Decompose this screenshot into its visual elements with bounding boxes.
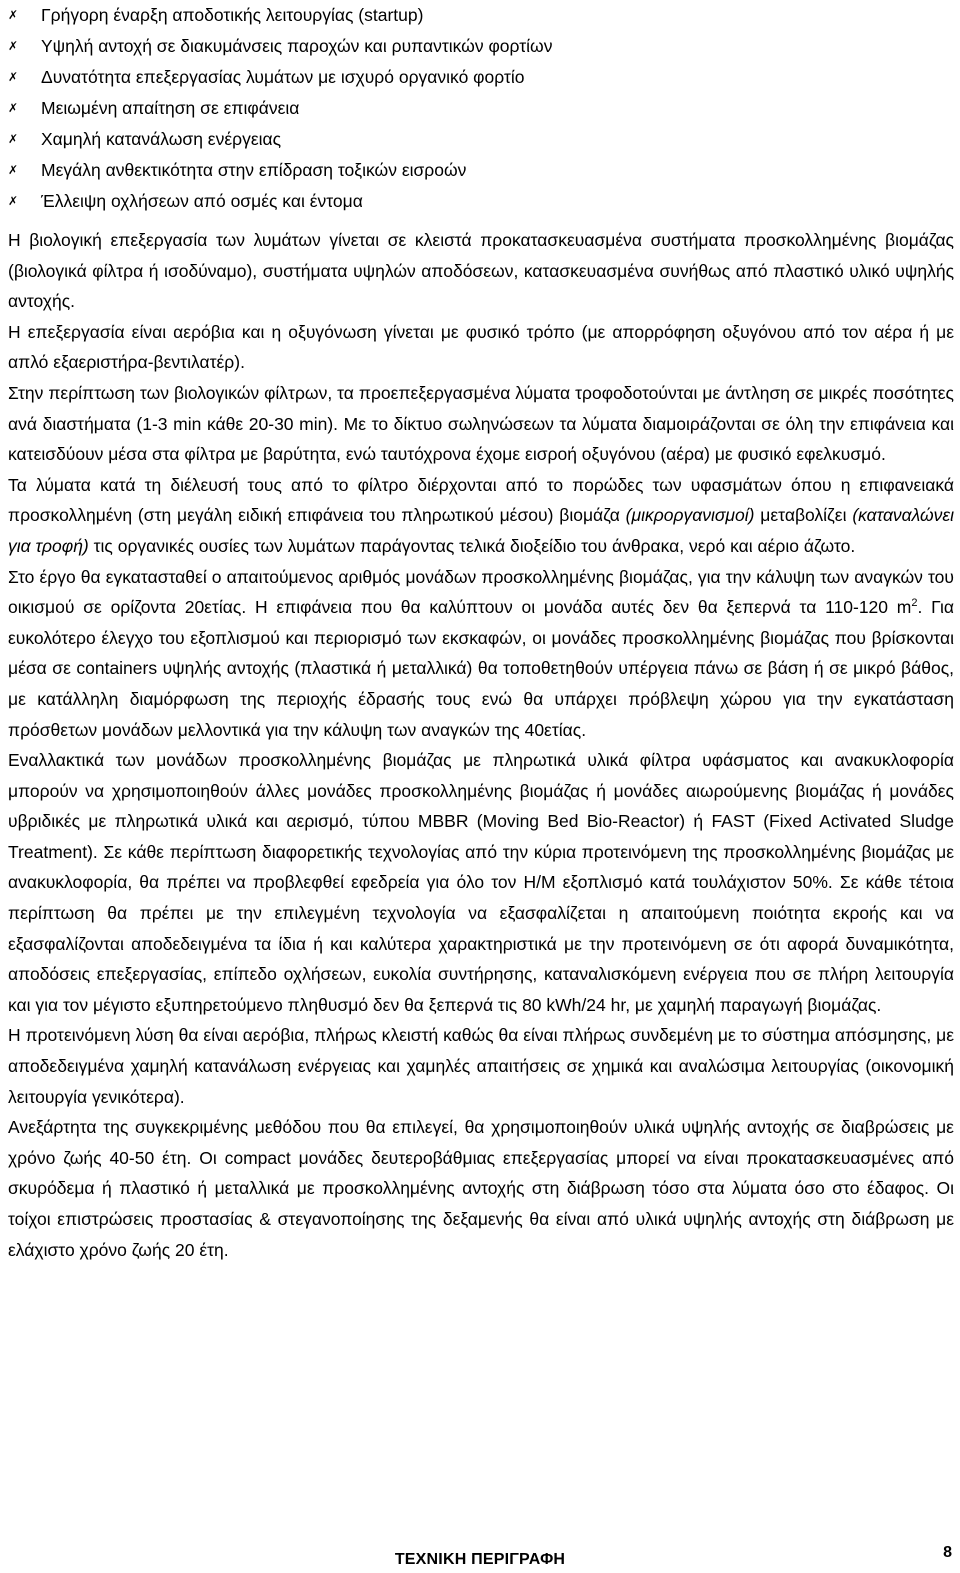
- paragraph-filter-passage: [8, 470, 954, 562]
- list-item-text: Έλλειψη οχλήσεων από οσμές και έντομα: [41, 191, 363, 211]
- page-number: 8: [943, 1544, 952, 1561]
- list-item-text: Χαμηλή κατανάλωση ενέργειας: [41, 129, 282, 149]
- list-item: [8, 62, 954, 93]
- cross-bullet-icon: ✗: [8, 8, 19, 22]
- footer-title: ΤΕΧΝΙΚΗ ΠΕΡΙΓΡΑΦΗ: [394, 1551, 566, 1568]
- body-text: [8, 225, 954, 1265]
- cross-bullet-icon: ✗: [8, 70, 19, 84]
- paragraph-installation: [8, 562, 954, 746]
- list-item-text: Μειωμένη απαίτηση σε επιφάνεια: [41, 98, 300, 118]
- italic-text-run: (καταναλώνει για τροφή): [8, 505, 954, 556]
- list-item-text: Δυνατότητα επεξεργασίας λυμάτων με ισχυρό οργανικό φορτίο: [41, 67, 525, 87]
- list-item-text: Γρήγορη έναρξη αποδοτικής λειτουργίας (startup): [41, 5, 424, 25]
- text-run: Τα λύματα κατά τη διέλευσή τους από το φίλτρο διέρχονται από το πορώδες των υφασμάτων όπου η επιφανειακά προσκολλημένη (στη μεγάλη ειδική επιφάνεια του πληρωτικού μέσου) βιομάζα: [8, 474, 954, 526]
- paragraph-proposed-solution: Η προτεινόμενη λύση θα είναι αερόβια, πλήρως κλειστή καθώς θα είναι πλήρως συνδεμένη με το σύστημα απόσμησης, με αποδεδειγμένα χαμηλή κατανάλωση ενέργειας και χαμηλές απαιτήσεις σε χημικά και αναλώσιμα λειτουργίας (οικονομική λειτουργία γενικότερα).: [8, 1025, 954, 1107]
- paragraph-biofilters-feeding: Στην περίπτωση των βιολογικών φίλτρων, τα προεπεξεργασμένα λύματα τροφοδοτούνται με άντληση σε μικρές ποσότητες ανά διαστήματα (1-3 min κάθε 20-30 min). Με το δίκτυο σωληνώσεων τα λύματα διαμοιράζονται σε όλη την επιφάνεια και κατεισδύουν μέσα στα φίλτρα με βαρύτητα, ενώ ταυτόχρονα έχομε εισροή οξυγόνου (αέρα) με φυσικό εφελκυσμό.: [8, 382, 954, 465]
- paragraph-alternatives: Εναλλακτικά των μονάδων προσκολλημένης βιομάζας με πληρωτικά υλικά φίλτρα υφάσματος και ανακυκλοφορία μπορούν να χρησιμοποιηθούν άλλες μονάδες προσκολλημένης βιομάζας ή μονάδες αιωρούμενης βιομάζας ή μονάδες υβριδικές με πληρωτικά υλικά και αερισμό, τύπου MBBR (Moving Bed Bio-Reactor) ή FAST (Fixed Activated Sludge Treatment). Σε κάθε περίπτωση διαφορετικής τεχνολογίας από την κύρια προτεινόμενη της προσκολλημένης βιομάζας με ανακυκλοφορία, θα πρέπει να προβλεφθεί εφεδρεία για όλο τον Η/Μ εξοπλισμό κατά τουλάχιστον 50%. Σε κάθε τέτοια περίπτωση θα πρέπει με την επιλεγμένη τεχνολογία να εξασφαλίζεται η απαιτούμενη ποιότητα εκροής και να εξασφαλίζονται αποδεδειγμένα τα ίδια ή και καλύτερα χαρακτηριστικά με την προτεινόμενη σε ότι αφορά δυναμικότητα, αποδόσεις επεξεργασίας, επίπεδο οχλήσεων, ευκολία συντήρησης, καταναλισκόμενη ενέργεια που σε πλήρη λειτουργία και για τον μέγιστο εξυπηρετούμενο πληθυσμό δεν θα ξεπερνά τις 80 kWh/24 hr, με χαμηλή παραγωγή βιομάζας.: [8, 750, 954, 1015]
- superscript: 2: [911, 597, 918, 610]
- paragraph-aerobic-process: Η επεξεργασία είναι αερόβια και η οξυγόνωση γίνεται με φυσικό τρόπο (με απορρόφηση οξυγόνου από τον αέρα ή με απλό εξαεριστήρα-βεντιλατέρ).: [8, 321, 954, 373]
- list-item-text: Υψηλή αντοχή σε διακυμάνσεις παροχών και ρυπαντικών φορτίων: [41, 36, 553, 56]
- list-item: [8, 93, 954, 124]
- advantages-list: [8, 0, 954, 217]
- text-run: . Για ευκολότερο έλεγχο του εξοπλισμού και περιορισμό των εκσκαφών, οι μονάδες προσκολλημένης βιομάζας που βρίσκονται μέσα σε containers υψηλής αντοχής (πλαστικά ή μεταλλικά) θα τοποθετηθούν υπέργεια πάνω σε βάση ή σε μικρό βάθος, με κατάλληλη διαμόρφωση της περιοχής έδρασής τους ενώ θα υπάρχει πρόβλεψη χώρου για την εγκατάσταση πρόσθετων μονάδων μελλοντικά για την κάλυψη των αναγκών της 40ετίας.: [8, 597, 954, 740]
- cross-bullet-icon: ✗: [8, 39, 19, 53]
- text-run: μεταβολίζει: [754, 505, 853, 526]
- list-item: [8, 186, 954, 217]
- list-item: [8, 124, 954, 155]
- cross-bullet-icon: ✗: [8, 101, 19, 115]
- page-footer: [0, 1544, 960, 1573]
- list-item: [8, 31, 954, 62]
- paragraph-materials: Ανεξάρτητα της συγκεκριμένης μεθόδου που θα επιλεγεί, θα χρησιμοποιηθούν υλικά υψηλής αντοχής σε διαβρώσεις με χρόνο ζωής 40-50 έτη. Οι compact μονάδες δευτεροβάθμιας επεξεργασίας μπορεί να είναι προκατασκευασμένες από σκυρόδεμα ή πλαστικό ή μεταλλικά με προσκολλημένης αντοχής στη διάβρωση τόσο στα λύματα όσο στο έδαφος. Οι τοίχοι επιστρώσεις προστασίας & στεγανοποίησης της δεξαμενής θα είναι από υλικά υψηλής αντοχής στη διάβρωση με ελάχιστο χρόνο ζωής 20 έτη.: [8, 1117, 954, 1260]
- text-run: Στο έργο θα εγκατασταθεί ο απαιτούμενος αριθμός μονάδων προσκολλημένης βιομάζας, για την κάλυψη των αναγκών του οικισμού σε ορίζοντα 20ετίας. Η επιφάνεια που θα καλύπτουν οι μονάδα αυτές δεν θα ξεπερνά τα 110-120 m: [8, 566, 954, 618]
- cross-bullet-icon: ✗: [8, 194, 19, 208]
- list-item: [8, 155, 954, 186]
- text-run: τις οργανικές ουσίες των λυμάτων παράγοντας τελικά διοξείδιο του άνθρακα, νερό και αέριο άζωτο.: [88, 535, 856, 556]
- document-page: [8, 0, 954, 1265]
- list-item: [8, 0, 954, 31]
- cross-bullet-icon: ✗: [8, 132, 19, 146]
- paragraph-biological-treatment: Η βιολογική επεξεργασία των λυμάτων γίνεται σε κλειστά προκατασκευασμένα συστήματα προσκολλημένης βιομάζας (βιολογικά φίλτρα ή ισοδύναμο), συστήματα υψηλών αποδόσεων, κατασκευασμένα συνήθως από πλαστικό υλικό υψηλής αντοχής.: [8, 230, 954, 312]
- italic-text-run: (μικροργανισμοί): [625, 505, 755, 526]
- list-item-text: Μεγάλη ανθεκτικότητα στην επίδραση τοξικών εισροών: [41, 160, 467, 180]
- cross-bullet-icon: ✗: [8, 163, 19, 177]
